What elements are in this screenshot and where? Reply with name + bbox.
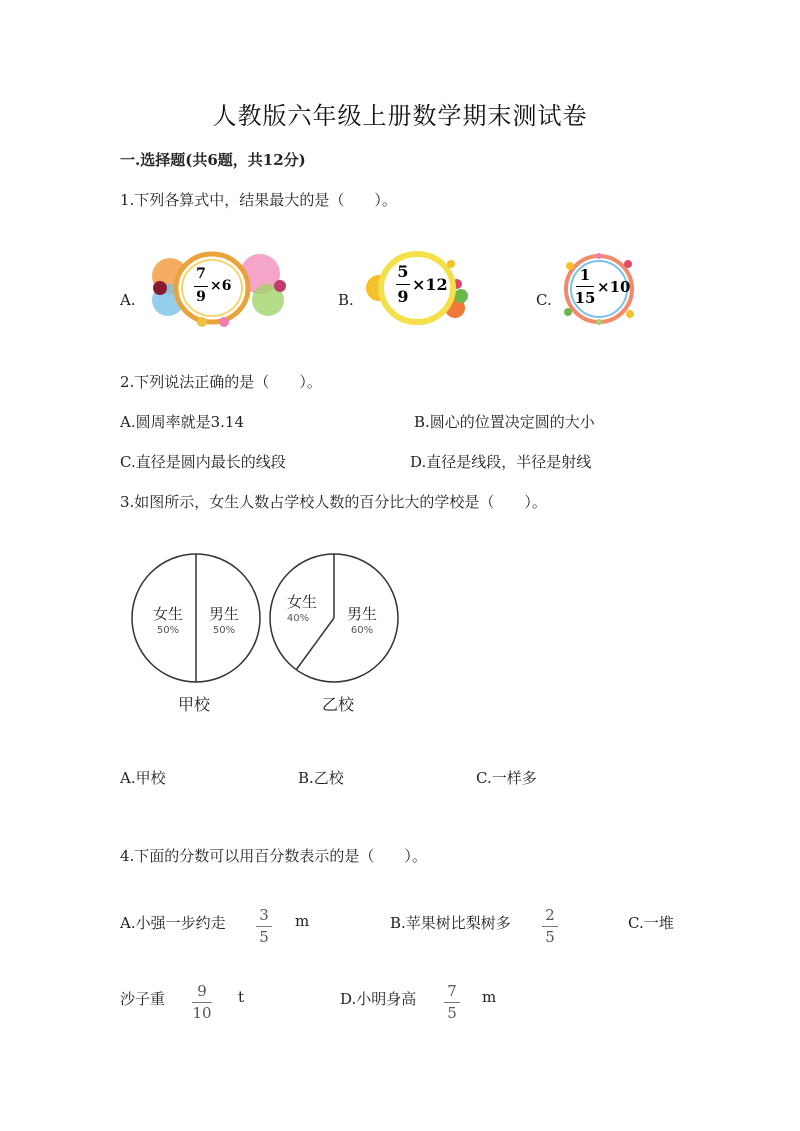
q1-c-denominator: 15 (574, 289, 596, 307)
q4-option-a-text: A.小强一步约走 (120, 914, 226, 932)
q3-option-c: C.一样多 (476, 769, 537, 787)
school-a-girls-pct: 50% (156, 625, 180, 636)
school-b-girls-label: 女生 (286, 593, 318, 611)
fraction-bar (192, 1002, 212, 1003)
q3-pie-figure (128, 552, 408, 722)
question-1-stem: 1.下列各算式中，结果最大的是（ ）。 (120, 191, 397, 209)
q1-option-c-label: C. (536, 291, 552, 309)
q4-option-c-unit: t (238, 988, 245, 1006)
fraction-denominator: 5 (545, 928, 555, 946)
q2-option-c: C.直径是圆内最长的线段 (120, 453, 286, 471)
q1-option-b-label: B. (338, 291, 354, 309)
q1-b-fraction-bar (396, 284, 410, 285)
school-a-girls-label: 女生 (152, 605, 184, 623)
q1-a-fraction-bar (194, 286, 208, 287)
school-a-boys-label: 男生 (208, 605, 240, 623)
fraction-denominator: 10 (192, 1004, 212, 1022)
q1-c-operation: ×10 (597, 278, 631, 296)
fraction-numerator: 3 (259, 906, 269, 924)
question-3-stem: 3.如图所示，女生人数占学校人数的百分比大的学校是（ ）。 (120, 493, 547, 511)
fraction-bar (256, 926, 272, 927)
q4-option-a-fraction (256, 907, 272, 946)
q3-option-a: A.甲校 (120, 769, 166, 787)
q1-a-denominator: 9 (196, 289, 206, 305)
q1-b-operation: ×12 (412, 275, 448, 294)
q4-option-b-text: B.苹果树比梨树多 (390, 914, 511, 932)
school-a-boys-pct: 50% (212, 625, 236, 636)
school-b-pie (270, 554, 398, 714)
fraction-numerator: 7 (447, 982, 457, 1000)
q2-option-b: B.圆心的位置决定圆的大小 (414, 413, 595, 431)
q4-option-a-unit: m (295, 912, 310, 930)
question-2-stem: 2.下列说法正确的是（ ）。 (120, 373, 322, 391)
school-b-girls-pct: 40% (286, 613, 310, 624)
fraction-bar (444, 1002, 460, 1003)
page-title: 人教版六年级上册数学期末测试卷 (212, 102, 588, 130)
q1-c-numerator: 1 (579, 266, 591, 284)
q4-option-d-unit: m (482, 988, 497, 1006)
fraction-denominator: 5 (259, 928, 269, 946)
fraction-numerator: 2 (545, 906, 555, 924)
q1-option-a-label: A. (120, 291, 136, 309)
school-a-pie (132, 554, 260, 714)
q2-option-d: D.直径是线段，半径是射线 (410, 453, 592, 471)
q4-option-b-fraction (542, 907, 558, 946)
school-b-boys-label: 男生 (346, 605, 378, 623)
q1-b-denominator: 9 (397, 287, 409, 306)
fraction-bar (542, 926, 558, 927)
q1-b-numerator: 5 (397, 262, 409, 281)
q4-option-c-text: C.一堆 (628, 914, 674, 932)
school-b-name: 乙校 (321, 695, 355, 714)
section-heading: 一.选择题(共6题，共12分) (120, 151, 306, 169)
q1-c-fraction-bar (576, 286, 594, 287)
q2-option-a: A.圆周率就是3.14 (120, 413, 244, 431)
q4-option-d-fraction (444, 983, 460, 1022)
q3-option-b: B.乙校 (298, 769, 344, 787)
question-4-stem: 4.下面的分数可以用百分数表示的是（ ）。 (120, 847, 427, 865)
fraction-denominator: 5 (447, 1004, 457, 1022)
q4-option-c-fraction (192, 983, 212, 1022)
q4-option-d-text: D.小明身高 (340, 990, 417, 1008)
q4-option-c-text-continued: 沙子重 (120, 990, 166, 1008)
q1-a-operation: ×6 (210, 278, 232, 294)
fraction-numerator: 9 (197, 982, 207, 1000)
school-a-name: 甲校 (177, 695, 211, 714)
q1-a-numerator: 7 (196, 266, 206, 282)
school-b-boys-pct: 60% (350, 625, 374, 636)
